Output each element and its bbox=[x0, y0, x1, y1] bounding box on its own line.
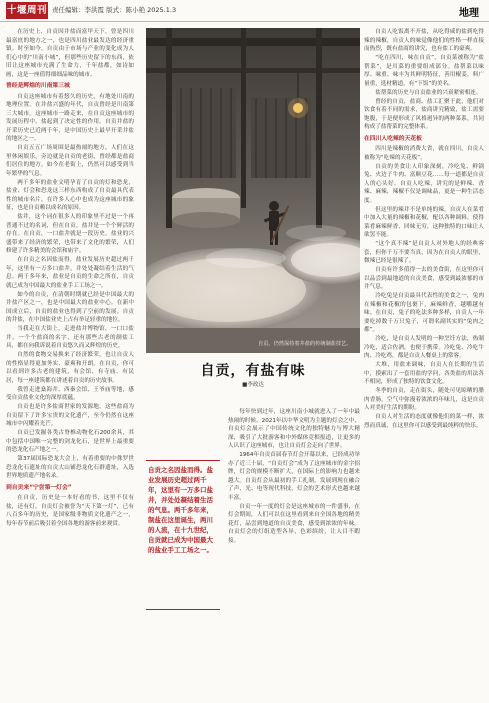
article-title: 自贡，有盐有味 bbox=[200, 363, 306, 379]
paragraph: 冷吃，是自贡人发明的一种烹饪方法，热制冷吃，适合佐酒，也便于携带。冷吃兔、冷吃牛肉、冷吃鸡，都是自贡人餐桌上的常客。 bbox=[364, 336, 484, 359]
article-column-4 bbox=[364, 28, 484, 696]
paragraph: 每年快到过年，这座川南小城就进入了一年中最热闹的时候。2021年以中华文明为主题的灯会之中，自贡灯会展示了中国传统文化的独特魅力与博大精深，吸引了大批游客和中外媒体竞相报道，让更多的人认识了这座城市，也让自贡灯会走向了世界。 bbox=[228, 409, 360, 449]
paragraph: 1964年自贡首届春节灯会开幕以来，已经成功举办了近三十届，“自贡灯会”成为了这座城市的金字招牌，灯会的规模不断扩大，在国际上的影响力也越来越大。自贡灯会从最初的手工扎制，发展到现在融合了声、光、电等现代科技，灯会的艺术形式也越来越丰富。 bbox=[228, 452, 360, 501]
masthead-logo: 十堰周刊 bbox=[6, 2, 48, 19]
paragraph: 盐帮菜的历史与自贡盐业的兴衰紧密相连。 bbox=[375, 89, 482, 96]
paragraph: 但这里的辣并不是单纯的辣，自贡人在菜肴中加入大量的辣椒和花椒，配以各种调料，使得菜肴麻辣鲜香、回味无穷，这种独特的口味让人欲罢不能。 bbox=[364, 206, 484, 238]
paragraph: 自然的食物交易换来了经济繁荣，也让自贡人的性格显得更加务实、豪爽和开朗。在自贡，你可以看到许多古老的建筑，有会馆、有寺庙、有民居，每一座建筑都在讲述着自贡的历史故事。 bbox=[6, 352, 134, 384]
article-column-2 bbox=[228, 408, 360, 700]
photo-caption: 自贡，仍然保持着井盐的传统制盐技艺。 bbox=[258, 341, 352, 347]
paragraph: 自贡人对生活的态度就像他们的菜一样，浓烈而真诚，在这里你可以感受到最纯粹的快乐。 bbox=[364, 414, 484, 429]
paragraph: 冬季的自贡，走在街头，随处可见晾晒的腊肉香肠，空气中弥漫着浓浓的年味儿，这是自贡人对美好生活的期盼。 bbox=[364, 388, 484, 411]
article-column-1 bbox=[6, 28, 134, 696]
paragraph: 四川是辣椒的消费大省，就在四川，自贡人被称为“吃辣的天花板”。 bbox=[364, 146, 484, 161]
paragraph: 自贡一年一度的灯会是这座城市的一件盛事，在灯会期间，人们可以在这里看到来自全国各地的精美花灯，品尝到地道的自贡美食，感受到浓浓的年味。自贡灯会的灯组造型各异，色彩缤纷，让人目不暇接。 bbox=[228, 503, 360, 544]
paragraph: 自贡有许多值得一去的美食街，在这里你可以品尝到最地道的自贡美食，感受到最浓郁的市井气息。 bbox=[364, 267, 484, 290]
paragraph: “吃在四川，味在自贡”，自贡菜被称为“盐帮菜”，是川菜的重要组成部分。盐帮菜以味厚、味重、味丰为其鲜明特征，善用椒姜，料广量重，选材精道，有“下饭”的美名。 bbox=[364, 55, 484, 87]
paragraph: 第37届国际恐龙大会上，有着重要的中侏罗世恐龙化石遗址的自贡大山铺恐龙化石群遗址，入选世界地质遗产地名录。 bbox=[6, 456, 134, 479]
paragraph: 冷吃兔是自贡最具代表性的美食之一，兔肉在辣椒和花椒的包裹下，麻辣鲜香，越嚼越有味。在自贡，兔子的吃法多种多样，自贡人一年要吃掉数千万只兔子，可谓名副其实的“兔肉之都”。 bbox=[364, 293, 484, 333]
paragraph: 自贡的美食让人印象深刻，冷吃兔、鲜锅兔、火边子牛肉、富顺豆花……每一道都是自贡人的心头好。自贡人吃辣，讲究的是鲜辣、香辣、麻辣，辣椒不仅是调味品，更是一种生活态度。 bbox=[364, 163, 484, 204]
paragraph: 盐井，这个词在很多人的印象里不过是一个再普通不过的名词，但在自贡，盐井是一个个鲜活的存在。在自贡，一口盐井就是一段历史。盐业的兴盛带来了经济的繁荣，也带来了文化的繁荣，人们修建了许多精美的会馆和庙宇。 bbox=[6, 214, 134, 254]
editor-byline: 责任编辑：李洪霞 版式：陈小艳 2025.1.3 bbox=[52, 6, 177, 14]
paragraph: 在历史上，自贡因井盐而富甲天下，曾是四川最富庶的地方之一，也是四川盐业最发达的经济重镇。时至如今，自贡由于市场与产业的变化成为人们心中的“川南小城”，但那些历史留下的东西，依旧让这座城市充满了生命力，千年盐都，如诗如画，这是一座值得细细品味的城市。 bbox=[6, 29, 134, 78]
page-header bbox=[0, 0, 489, 22]
paragraph: 当我走在大街上，走进盐井博物馆，一口口盐井，一个个盐商的名字，还有那些古老的制盐工具，都在向我诉说着自贡悠久而又辉煌的历史。 bbox=[6, 326, 134, 349]
section-label: 地理 bbox=[459, 8, 479, 19]
section-heading: 在四川人吃辣的天花板 bbox=[364, 135, 422, 142]
section-heading: 到自贡来“宁尝第一灯会” bbox=[6, 484, 72, 491]
paragraph: 自贡人吃饭离不开盐，从吃得咸的盐到吃得辣的辣椒，自贡人的味觉像他们的性格一样直接而热烈，既有盐商的讲究，也有盐工的豪爽。 bbox=[364, 29, 484, 52]
paragraph: 如今的自贡，在清朝时期就已经是中国最大的井盐产区之一，也是中国最大的盐业中心。在新中国成立后，自贡的盐业也得到了空前的发展。自贡的井盐，在中国盐业史上占有举足轻重的地位。 bbox=[6, 291, 134, 323]
paragraph: 自贡已发掘各类古脊椎动物化石200余具，其中包括中国唯一完整的剑龙化石，是世界上最重要的恐龙化石产地之一。 bbox=[6, 430, 134, 453]
paragraph: 自贡也是许多盐商世家的发源地，这些盐商为自贡留下了许多宝贵的文化遗产，至今仍然在这座城市中闪耀着光芒。 bbox=[6, 404, 134, 427]
paragraph: 在自贡之名因盐而得，盐业发展历史超过两千年，这里有一万多口盐井，并处处凝结着生活的气息。两千多年来，盐业是自贡的生命之所在，自贡就已成为中国最大的盐业手工工场之一。 bbox=[6, 257, 134, 289]
paragraph: 大堆，用盐来调味，自贡人在长期的生活中，摸索出了一套用盐的学问，各类盐的用法各不相同，形成了独特的饮食文化。 bbox=[364, 362, 484, 385]
paragraph: 自贡五五广场周围是最热闹的地方，人们在这里休闲娱乐，旁边就是自贡的老街，曾经都是盐商们居住的地方，如今在老街上，仍然可以感受到当年繁华的气息。 bbox=[6, 145, 134, 177]
paragraph: 两千多年的盐业文明孕育了自贡的灯和恐龙，盐业、灯会和恐龙这三样东西构成了自贡最具代表性的城市名片，在许多人心中也成为这座城市的象征，也是自贡赖以成名的原因。 bbox=[6, 179, 134, 211]
article-title-block bbox=[146, 358, 360, 404]
pull-quote: 自贡之名因盐而得。盐业发展历史超过两千年，这里有一万多口盐井，并处处凝结着生活的气息。两千多年来，制盐在这里诞生，两川的人流，在十九世纪，自贡就已成为中国最大的盐业手工工场之一。 bbox=[146, 460, 220, 610]
section-heading: 曾经是辉煌的川南第三城 bbox=[6, 83, 70, 89]
paragraph: “这个真不辣”是自贡人对外地人的经典客套，但你千万不要当真，因为在自贡人的眼里，微辣已经是很辣了。 bbox=[364, 241, 484, 264]
paragraph: 在自贡，历史是一本好看的书，这里不仅有盐，还有灯。自贡灯会被誉为“天下第一灯”，已有八百多年的历史，是国家级非物质文化遗产之一，每年春节前后吸引着全国各地的游客前来观赏。 bbox=[6, 495, 134, 527]
salt-workshop-photo bbox=[146, 28, 360, 353]
paragraph: 自贡这座城市有着悠久的历史，有地处川南的地理位置。在井盐兴盛的年代，自贡曾经是川南第三大城市。这座城市一路走来，在自贡这座城市的发展历程中，盐起到了决定性的作用。自贡井盐的开采历史已近两千年，是中国历史上最早开采井盐的地区之一。 bbox=[6, 93, 134, 142]
paragraph: 曾经的自贡，盐商、盐工汇聚于此，他们对饮食有着不同的需求，盐商讲究精致，盐工需要饱腹，于是便形成了风格迥异的两种菜系，共同构成了盐帮菜的完整体系。 bbox=[364, 98, 484, 130]
author-byline: ■李政达 bbox=[242, 382, 264, 388]
paragraph: 我曾走进燊海井、西秦会馆、王爷庙等地，感受自贡盐业文化的深厚底蕴。 bbox=[6, 386, 134, 401]
